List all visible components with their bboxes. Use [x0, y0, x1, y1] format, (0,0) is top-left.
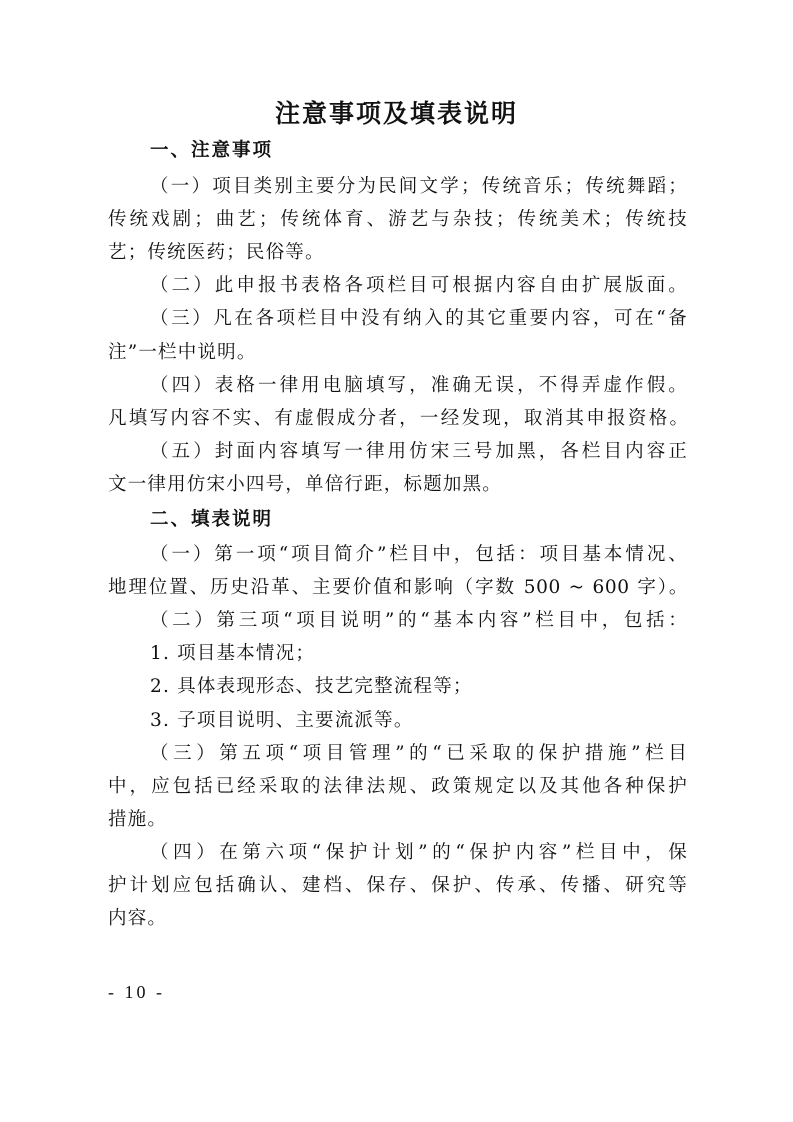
paragraph-line: 中，应包括已经采取的法律法规、政策规定以及其他各种保护 — [108, 776, 688, 797]
page-number: - 10 - — [108, 982, 165, 1002]
list-item: 3. 子项目说明、主要流派等。 — [150, 710, 414, 731]
paragraph-line: （五）封面内容填写一律用仿宋三号加黑，各栏目内容正 — [150, 441, 688, 462]
paragraph-line: 艺；传统医药；民俗等。 — [108, 242, 325, 263]
paragraph-line: 内容。 — [108, 908, 168, 929]
paragraph-line: （二）此申报书表格各项栏目可根据内容自由扩展版面。 — [150, 275, 688, 296]
paragraph-line: 地理位置、历史沿革、主要价值和影响（字数 500 ~ 600 字）。 — [108, 577, 688, 598]
paragraph-line: 凡填写内容不实、有虚假成分者，一经发现，取消其申报资格。 — [108, 408, 688, 429]
paragraph-line: 护计划应包括确认、建档、保存、保护、传承、传播、研究等 — [108, 875, 688, 896]
paragraph-line: 措施。 — [108, 809, 168, 830]
paragraph-line: （二）第三项“项目说明”的“基本内容”栏目中，包括： — [150, 610, 688, 631]
paragraph-line: （三）凡在各项栏目中没有纳入的其它重要内容，可在“备 — [150, 308, 688, 329]
paragraph-line: （一）项目类别主要分为民间文学；传统音乐；传统舞蹈； — [150, 176, 688, 197]
paragraph-line: （一）第一项“项目简介”栏目中，包括：项目基本情况、 — [150, 544, 688, 565]
list-item: 2. 具体表现形态、技艺完整流程等； — [150, 676, 473, 697]
paragraph-line: （三）第五项“项目管理”的“已采取的保护措施”栏目 — [150, 743, 688, 764]
section-heading-notes: 一、注意事项 — [150, 140, 274, 161]
section-heading-instructions: 二、填表说明 — [150, 509, 274, 530]
paragraph-line: （四）表格一律用电脑填写，准确无误，不得弄虚作假。 — [150, 375, 688, 396]
paragraph-line: 传统戏剧；曲艺；传统体育、游艺与杂技；传统美术；传统技 — [108, 209, 688, 230]
list-item: 1. 项目基本情况； — [150, 643, 316, 664]
paragraph-line: 文一律用仿宋小四号，单倍行距，标题加黑。 — [108, 474, 503, 495]
paragraph-line: （四）在第六项“保护计划”的“保护内容”栏目中，保 — [150, 842, 688, 863]
page-title: 注意事项及填表说明 — [274, 99, 518, 128]
paragraph-line: 注”一栏中说明。 — [108, 342, 257, 363]
